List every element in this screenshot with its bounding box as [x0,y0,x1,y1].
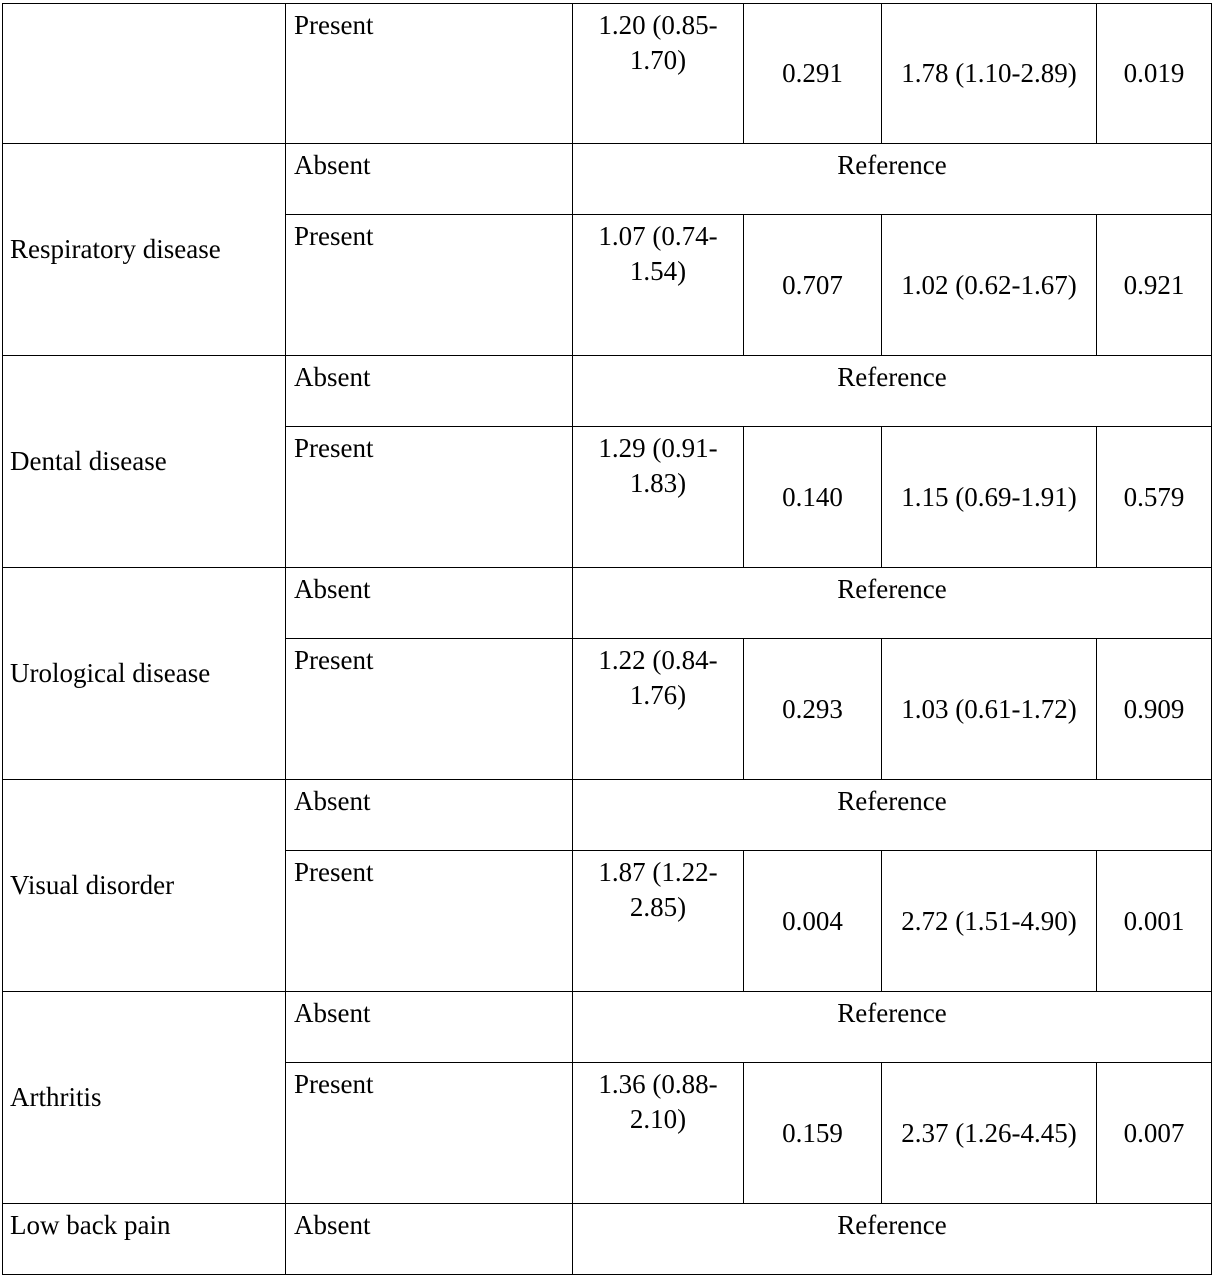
adjusted-p-cell: 0.001 [1097,851,1212,992]
table-row [3,356,1212,427]
adjusted-p-cell: 0.921 [1097,215,1212,356]
crude-or-line1: 1.36 (0.88- [598,1069,718,1099]
status-cell: Present [286,639,573,780]
crude-or-line2: 1.54) [629,256,687,286]
status-cell: Present [286,215,573,356]
crude-or-cell [573,639,744,780]
crude-or-cell [573,1063,744,1204]
adjusted-or-cell: 2.72 (1.51-4.90) [882,851,1097,992]
crude-p-cell: 0.159 [744,1063,882,1204]
crude-or-line2: 1.76) [629,680,687,710]
condition-cell: Respiratory disease [3,144,286,356]
adjusted-p-cell: 0.007 [1097,1063,1212,1204]
adjusted-p-cell: 0.909 [1097,639,1212,780]
status-cell: Present [286,4,573,144]
crude-or-line2: 1.70) [629,45,687,75]
odds-ratio-table [2,3,1212,1275]
status-cell: Absent [286,356,573,427]
table-row [3,4,1212,144]
condition-cell: Visual disorder [3,780,286,992]
crude-p-cell: 0.291 [744,4,882,144]
adjusted-or-cell: 1.02 (0.62-1.67) [882,215,1097,356]
reference-cell: Reference [573,1204,1212,1275]
crude-p-cell: 0.707 [744,215,882,356]
crude-or-line2: 1.83) [629,468,687,498]
table-row [3,1204,1212,1275]
reference-cell: Reference [573,992,1212,1063]
crude-or-cell [573,427,744,568]
crude-or-line1: 1.07 (0.74- [598,221,718,251]
crude-p-cell: 0.004 [744,851,882,992]
table-row [3,992,1212,1063]
crude-or-line1: 1.87 (1.22- [598,857,718,887]
crude-or-cell [573,215,744,356]
adjusted-or-cell: 1.15 (0.69-1.91) [882,427,1097,568]
table-row [3,144,1212,215]
table-body [3,4,1212,1275]
status-cell: Absent [286,568,573,639]
adjusted-p-cell: 0.579 [1097,427,1212,568]
reference-cell: Reference [573,144,1212,215]
crude-or-line2: 2.10) [629,1104,687,1134]
crude-or-cell [573,4,744,144]
condition-cell: Arthritis [3,992,286,1204]
reference-cell: Reference [573,356,1212,427]
adjusted-or-cell: 1.78 (1.10-2.89) [882,4,1097,144]
condition-cell: Dental disease [3,356,286,568]
adjusted-or-cell: 2.37 (1.26-4.45) [882,1063,1097,1204]
condition-cell: Low back pain [3,1204,286,1275]
crude-p-cell: 0.293 [744,639,882,780]
condition-cell [3,4,286,144]
table-row [3,568,1212,639]
adjusted-p-cell: 0.019 [1097,4,1212,144]
condition-cell: Urological disease [3,568,286,780]
adjusted-or-cell: 1.03 (0.61-1.72) [882,639,1097,780]
crude-or-line1: 1.22 (0.84- [598,645,718,675]
status-cell: Absent [286,992,573,1063]
status-cell: Absent [286,144,573,215]
crude-or-line1: 1.29 (0.91- [598,433,718,463]
status-cell: Absent [286,1204,573,1275]
status-cell: Present [286,851,573,992]
reference-cell: Reference [573,568,1212,639]
reference-cell: Reference [573,780,1212,851]
crude-p-cell: 0.140 [744,427,882,568]
status-cell: Present [286,427,573,568]
status-cell: Present [286,1063,573,1204]
crude-or-line2: 2.85) [629,892,687,922]
crude-or-cell [573,851,744,992]
table-row [3,780,1212,851]
status-cell: Absent [286,780,573,851]
crude-or-line1: 1.20 (0.85- [598,10,718,40]
